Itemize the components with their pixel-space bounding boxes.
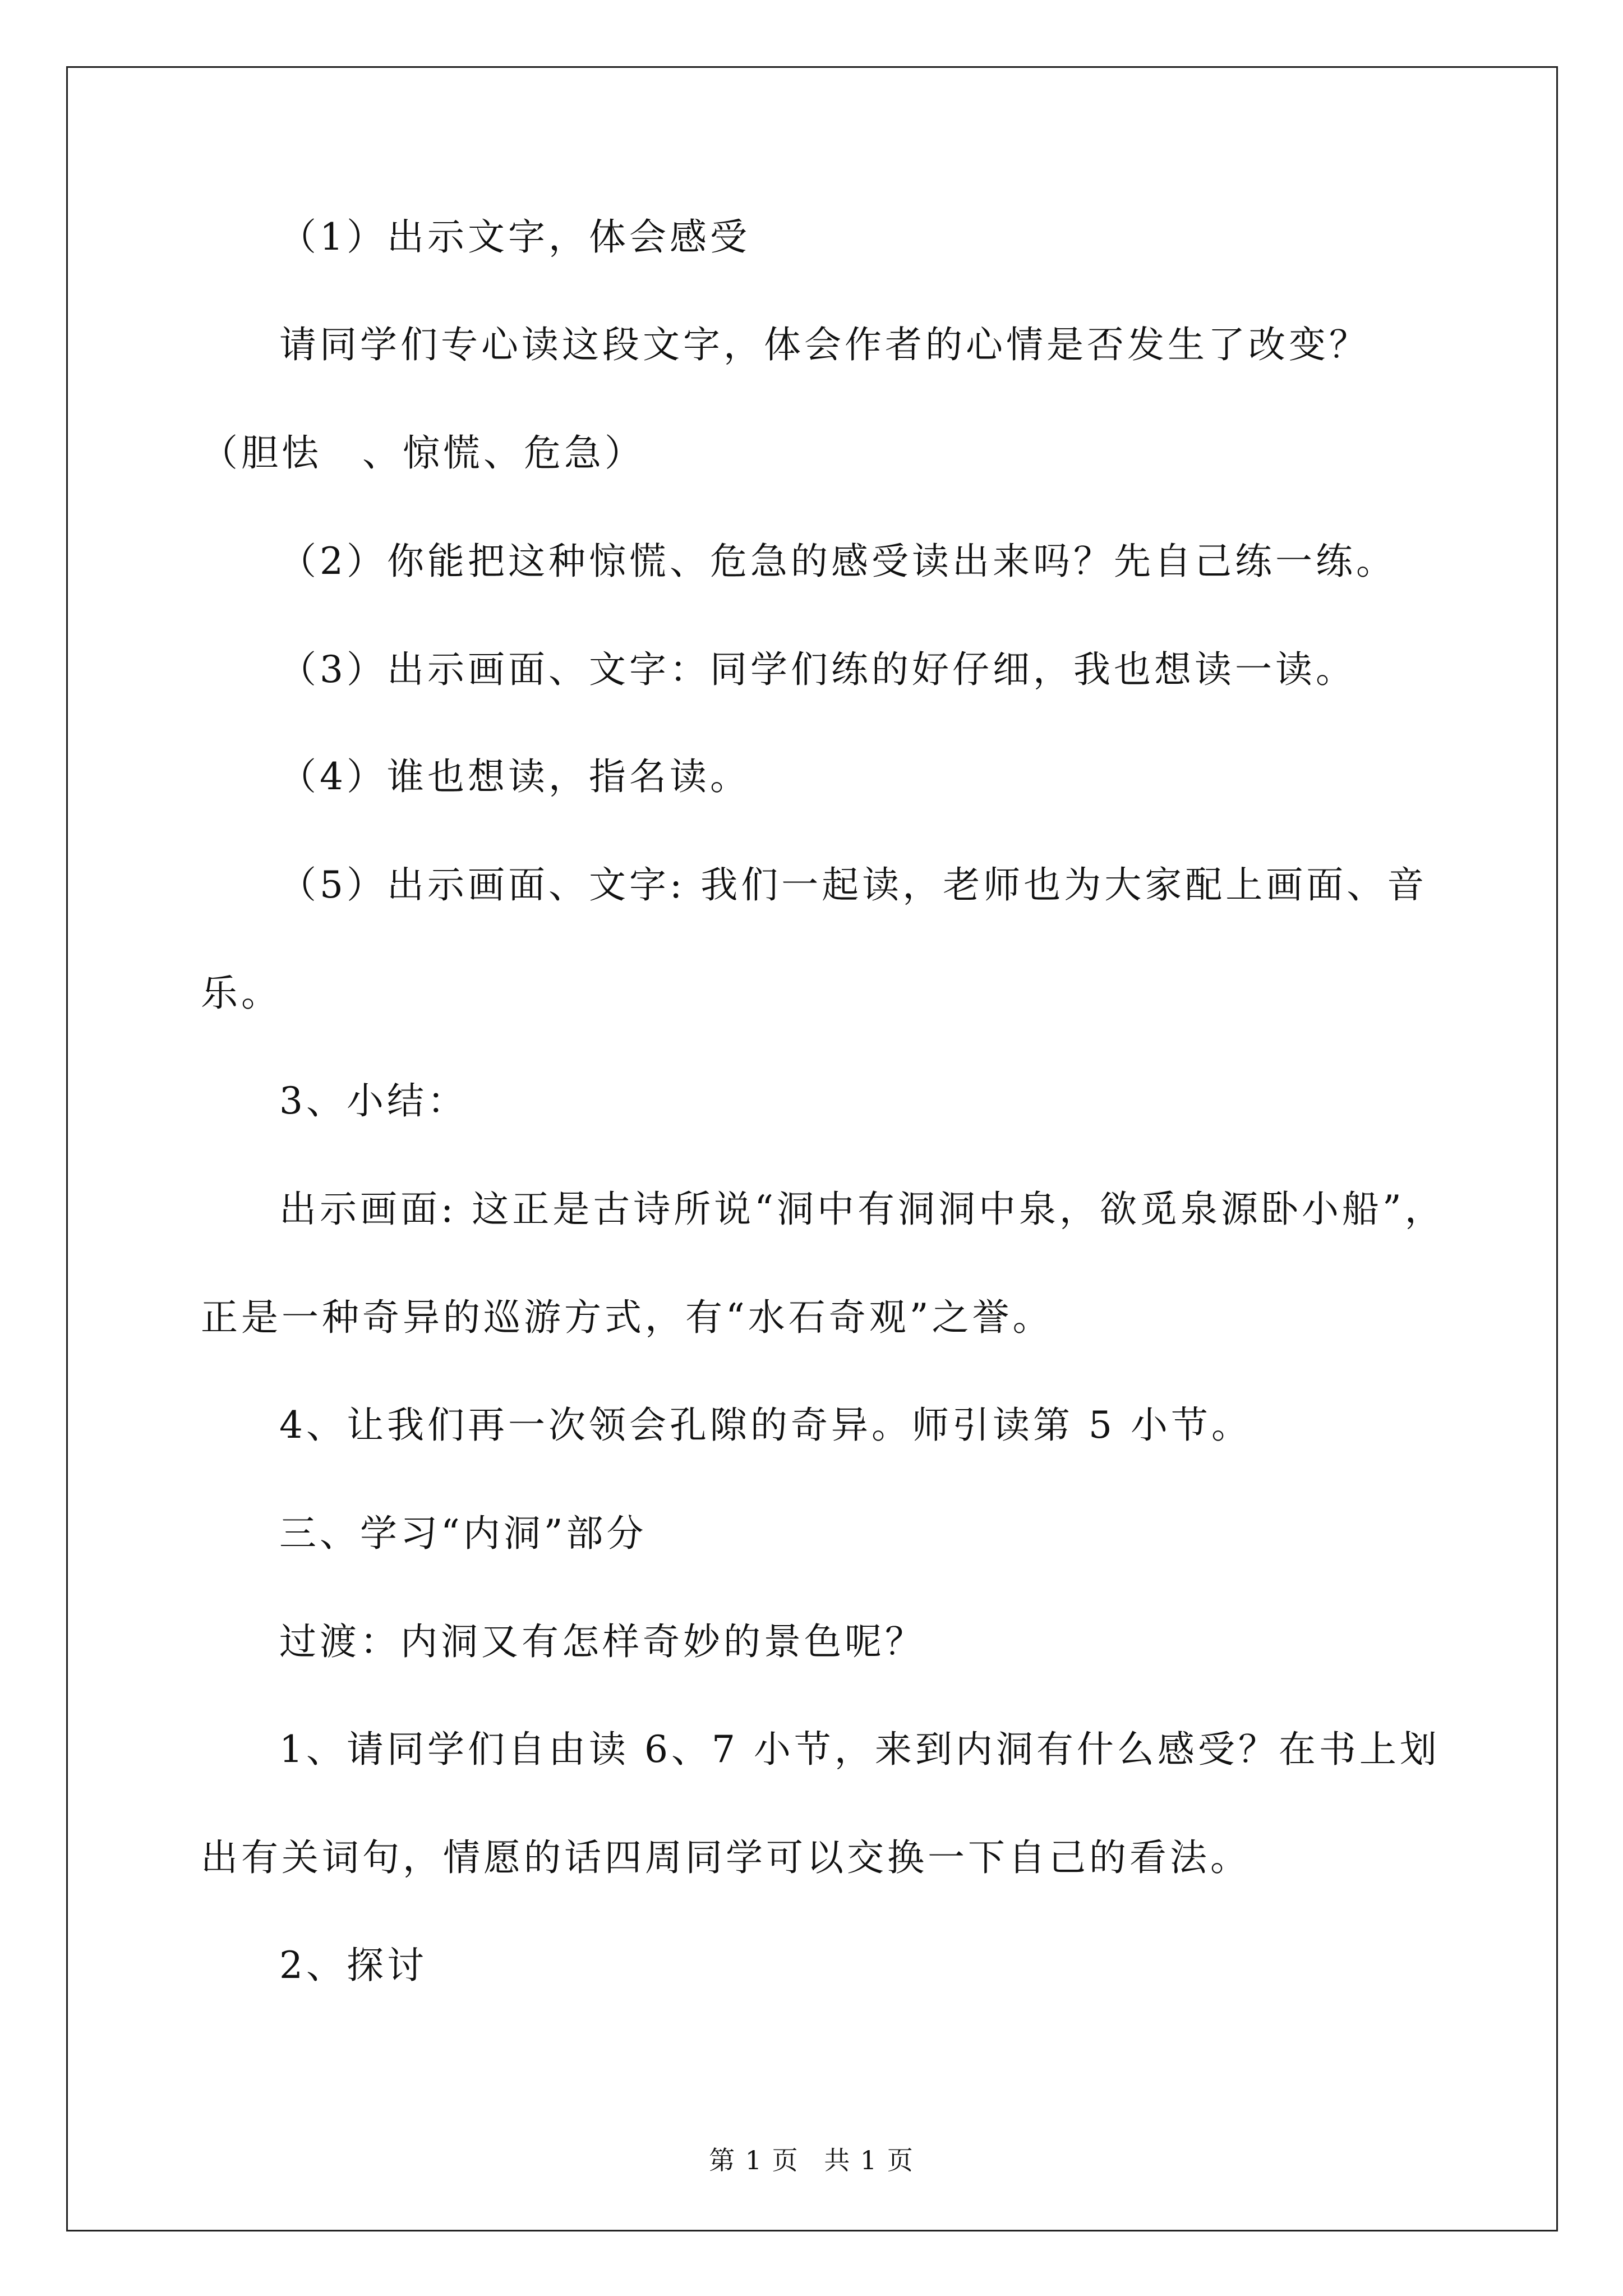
line-8: 乐。: [201, 972, 282, 1015]
line-2: 请同学们专心读这段文字，体会作者的心情是否发生了改变？: [279, 323, 1370, 366]
line-7: （5）出示画面、文字: 我们一起读，老师也为大家配上画面、音: [279, 863, 1428, 907]
line-10: 出示画面: 这正是古诗所说“洞中有洞洞中泉，欲觅泉源卧小船”，: [279, 1188, 1445, 1231]
line-13: 三、学习“内洞”部分: [279, 1512, 647, 1555]
page-footer: [0, 2140, 1623, 2177]
line-9: 3、小结：: [279, 1079, 468, 1122]
line-4: （2）你能把这种惊慌、危急的感受读出来吗？先自己练一练。: [279, 540, 1396, 583]
line-6: （4）谁也想读，指名读。: [279, 755, 750, 798]
line-16: 出有关词句，情愿的话四周同学可以交换一下自己的看法。: [201, 1836, 1251, 1879]
line-11: 正是一种奇异的巡游方式，有“水石奇观”之誉。: [201, 1296, 1053, 1339]
line-14: 过渡：内洞又有怎样奇妙的景色呢？: [279, 1620, 925, 1663]
line-15: 1、请同学们自由读 6、7 小节，来到内洞有什么感受？在书上划: [279, 1728, 1440, 1771]
line-17: 2、探讨: [279, 1944, 427, 1987]
line-3: （胆怯 、惊慌、危急）: [201, 431, 645, 475]
page-border: [66, 66, 1558, 2231]
line-1: （1）出示文字，体会感受: [279, 215, 750, 259]
line-5: （3）出示画面、文字：同学们练的好仔细，我也想读一读。: [279, 648, 1356, 691]
page-total: 共 1 页: [824, 2145, 914, 2175]
line-12: 4、让我们再一次领会孔隙的奇异。师引读第 5 小节。: [279, 1404, 1252, 1447]
page-number: 第 1 页: [709, 2145, 799, 2175]
